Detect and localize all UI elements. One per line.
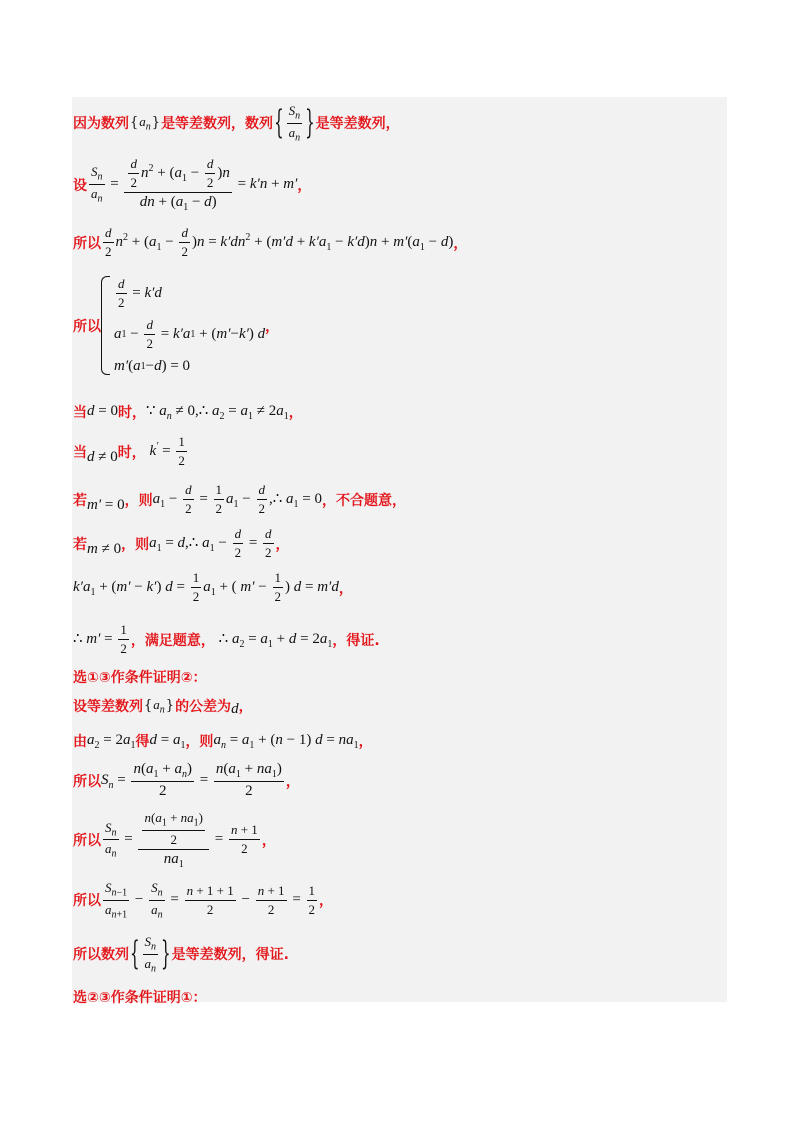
text: ，不合题意， <box>322 492 407 509</box>
formula: d ≠ 0 <box>87 449 118 465</box>
text: 若 <box>73 536 87 553</box>
formula: $S_n$ = $\frac{n(a_1 + a_n)}{2}$ = $\frac{n(a_1 + na_1)}{2}$ <box>101 761 282 799</box>
line-9 <box>73 570 353 605</box>
text: ，则 <box>124 492 153 509</box>
formula: $a_1$ = d,∴ $a_1$ − $\frac{d}{2}$ = $\frac{d}{2}$ <box>149 526 272 560</box>
formula: $\frac{S_n}{a_n}$ = $\frac{d}{2}$ $n^2 + (a_1$ − $\frac{d}{2}$ )n dn + $(a_1 - d)$ = k′n + m′ <box>91 156 298 213</box>
text: ，得证. <box>332 632 380 649</box>
text: ，满足题意， <box>130 632 215 649</box>
text: ， <box>275 536 290 553</box>
text: 当 <box>73 444 87 461</box>
text: 的公差为 <box>175 699 232 715</box>
line-17 <box>73 934 289 974</box>
text: 是等差数列，得证. <box>171 947 289 964</box>
section-heading: 选②③作条件证明①： <box>73 990 207 1006</box>
line-7 <box>73 482 406 517</box>
formula: ∴ $a_2 = a_1 + d = 2a_1$ <box>218 631 333 650</box>
text: 所以 <box>73 235 101 252</box>
formula: d <box>231 700 239 717</box>
section-heading: 选①③作条件证明②： <box>73 670 207 686</box>
text: 当 <box>73 404 87 421</box>
formula: $a_n = a_1 + (n - 1) d = na_1$ <box>213 731 359 751</box>
line-10 <box>73 622 380 657</box>
line-11 <box>73 667 207 687</box>
equation-system: $\frac{d}{2}$ = k′d a 1 − $\frac{d}{2}$ = k′a 1 + ( m′ − k′ ) d m′ ( a 1 − d ) = 0 <box>101 276 265 375</box>
formula: ∵ $a_n$ ≠ 0,∴ $a_2 = a_1 \ne 2a_1$ <box>145 403 289 422</box>
text: 是等差数列，数列 <box>161 116 274 133</box>
line-16 <box>73 880 333 920</box>
text: 设 <box>73 177 87 194</box>
text: 所以 <box>73 318 101 335</box>
line-2 <box>73 156 311 213</box>
text: 时， <box>117 444 146 461</box>
line-6 <box>73 434 189 469</box>
line-3 <box>73 225 467 260</box>
text: ， <box>358 734 373 750</box>
formula: $\{a_n\}$ <box>130 113 161 133</box>
formula: k′ = $\frac{1}{2}$ <box>145 434 185 468</box>
text: 由 <box>73 734 87 750</box>
text: 得 <box>135 734 150 750</box>
formula: $\frac{S_{n-1}}{a_{n+1}}$ − $\frac{S_n}{a_n}$ = $\frac{n + 1 + 1}{2}$ − $\frac{n + 1}{2}$ = $\frac{1}{2}$ <box>105 880 316 921</box>
formula: d = 0 <box>87 403 118 419</box>
text: 时， <box>117 404 146 421</box>
line-15 <box>73 810 276 870</box>
text: ， <box>238 699 253 715</box>
line-14 <box>73 761 300 800</box>
line-12 <box>73 696 253 716</box>
line-18 <box>73 987 207 1007</box>
formula: { $\frac{S_n}{a_n}$ } <box>274 101 315 144</box>
text: ， <box>261 832 276 849</box>
text: ，则 <box>185 734 214 750</box>
formula: m′ = 0 <box>87 497 125 513</box>
text: ， <box>319 893 334 910</box>
text: ， <box>453 235 468 252</box>
text: ，则 <box>121 536 150 553</box>
formula: $a_1$ − $\frac{d}{2}$ = $\frac{1}{2}$ $a_1$ − $\frac{d}{2}$ ,∴ $a_1 = 0$ <box>152 482 323 516</box>
formula: ∴ m′ = $\frac{1}{2}$ <box>73 622 127 656</box>
line-5 <box>73 401 303 422</box>
text: 是等差数列， <box>315 116 400 133</box>
text: ， <box>285 773 300 790</box>
text: ， <box>297 177 312 194</box>
formula: $d = a_1$ <box>149 731 186 751</box>
text: 设等差数列 <box>73 699 143 715</box>
text: 若 <box>73 492 87 509</box>
formula: m ≠ 0 <box>87 541 122 557</box>
formula: $k'a_1 + (m' - k') d$ = $\frac{1}{2}$ $a_1$ + ( m′ − $\frac{1}{2}$ ) d = m′d <box>73 570 339 604</box>
formula: $\{a_n\}$ <box>144 696 175 716</box>
text: 所以 <box>73 832 101 849</box>
text: 所以 <box>73 893 101 910</box>
line-1 <box>73 103 400 143</box>
text: ， <box>288 404 303 421</box>
formula: $\frac{S_n}{a_n}$ = $\frac{\frac{n(a_1 + na_1)}{2}}{na_1}$ = $\frac{n + 1}{2}$ <box>105 810 258 870</box>
text: 因为数列 <box>73 116 129 133</box>
text: 所以 <box>73 773 101 790</box>
line-13 <box>73 731 373 751</box>
text: ， <box>265 318 280 335</box>
line-8 <box>73 526 290 561</box>
text: 所以数列 <box>73 947 129 964</box>
text: ， <box>338 580 353 597</box>
formula: { $\frac{S_n}{a_n}$ } <box>130 932 171 975</box>
line-4 <box>73 276 279 375</box>
formula: $\frac{d}{2}$ $n^2 + (a_1$ − $\frac{d}{2}$ )$n = k'dn^2 + (m'd + k'a_1 - k'd)n + m'(a_1 - d)$ <box>105 225 454 259</box>
formula: $a_2 = 2a_1$ <box>87 731 136 751</box>
